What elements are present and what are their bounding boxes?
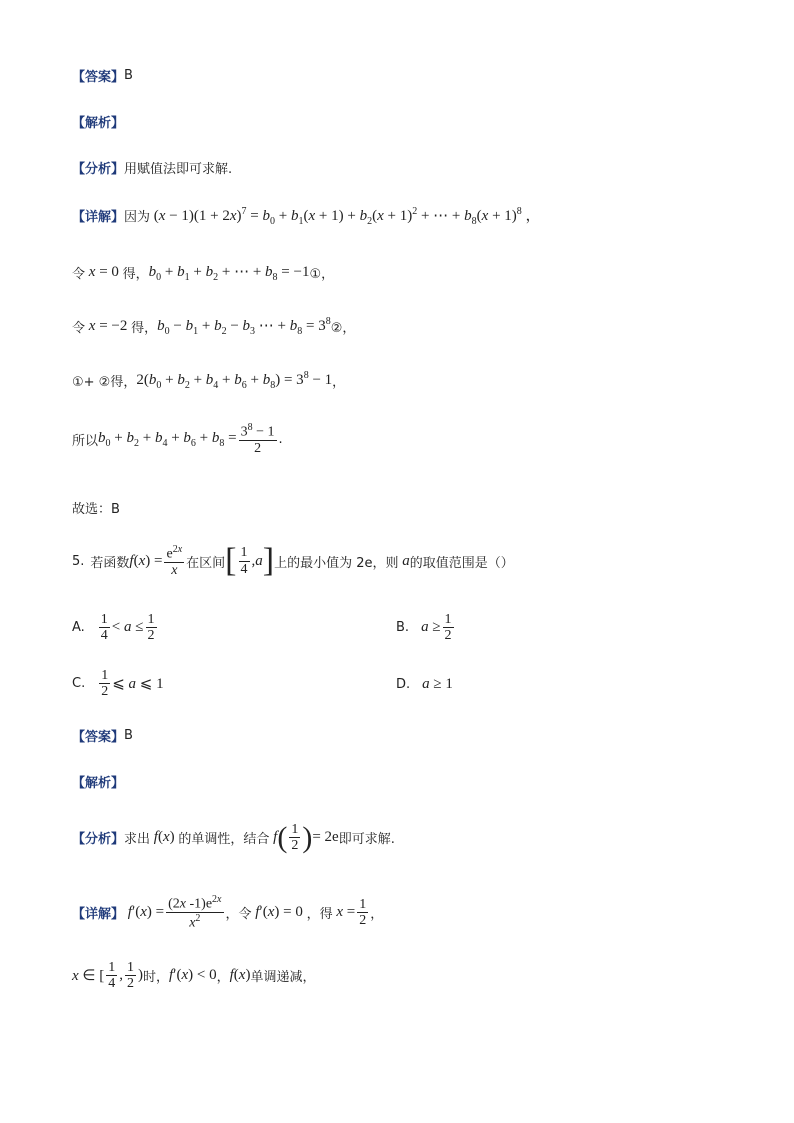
step-1-formula: $b_0 + b_1 + b_2$ + ⋯ + $b_8 = -1$ <box>148 264 310 283</box>
conclusion-suffix: . <box>278 431 283 447</box>
step-1 <box>72 262 334 283</box>
analysis-heading-2 <box>72 772 124 791</box>
detail-line-1 <box>72 204 541 227</box>
question-text-b: 在区间 <box>186 555 226 571</box>
answer-tag-2: 【答案】 <box>72 730 125 745</box>
detail-prefix: 因为 <box>124 210 151 225</box>
fenxi-paren-right: ) <box>302 820 313 854</box>
option-d-ineq: a ≥ 1 <box>422 676 453 692</box>
option-c-ineq: ⩽ a ⩽ 1 <box>112 676 164 693</box>
step-2 <box>72 316 355 337</box>
root-x: x = <box>336 904 356 921</box>
range-frac-right: $\frac{1}{2}$ <box>126 960 134 992</box>
option-b[interactable] <box>396 612 456 644</box>
step-3-formula: $2(b_0 + b_2 + b_4 + b_6 + b_8) = 3^8 - 1$ <box>136 370 333 391</box>
option-c-label: C. <box>72 676 86 692</box>
range-fx: f(x) <box>229 967 251 984</box>
detail-tag: 【详解】 <box>72 210 125 225</box>
function-def: f(x) = <box>129 552 163 569</box>
step-2-formula: $b_0 - b_1 + b_2 - b_3$ ⋯ + $b_8 = 3^8$ <box>157 316 331 337</box>
fenxi-line-1 <box>72 158 232 177</box>
range-suffix: 时， <box>142 970 169 986</box>
fenxi-text: 用赋值法即可求解. <box>124 162 233 177</box>
fenxi-b: 的单调性，结合 <box>178 832 270 848</box>
option-c[interactable] <box>72 668 164 700</box>
question-5 <box>72 544 514 578</box>
derivative-lhs: f′(x) = <box>127 904 165 921</box>
answer-tag: 【答案】 <box>72 70 125 85</box>
interval-bracket-right: ] <box>262 542 275 580</box>
choice-text: 故选：B <box>72 502 120 517</box>
range-frac-left: $\frac{1}{4}$ <box>108 960 116 992</box>
interval-fraction: $\frac{1}{4}$ <box>240 545 248 577</box>
conclusion-prefix: 所以 <box>72 433 99 449</box>
root-frac: $\frac{1}{2}$ <box>359 896 367 929</box>
conclusion-fraction: $\frac{3^8 - 1}{2}$ <box>240 422 275 457</box>
question-text-a: 若函数 <box>90 555 130 571</box>
fenxi-frac: $\frac{1}{2}$ <box>291 822 299 854</box>
step-1-var: x = 0 <box>88 264 123 280</box>
derivative-frac: $\frac{(2x -1)e^{2x}}{x^2}$ <box>168 894 222 931</box>
option-a[interactable] <box>72 612 159 644</box>
interval-bracket-left: [ <box>225 542 237 580</box>
range-line <box>72 960 315 992</box>
choice-line-1 <box>72 498 120 517</box>
step-1-suffix: ①， <box>309 267 335 282</box>
fenxi-eq: = 2e <box>312 829 339 846</box>
question-text-d: 的取值范围是（） <box>409 555 514 571</box>
fenxi-a: 求出 <box>124 832 151 848</box>
analysis-heading-1 <box>72 112 124 131</box>
option-b-ineq: a ≥ <box>421 619 441 636</box>
range-deriv: f′(x) < 0 <box>169 967 217 984</box>
analysis-tag-2: 【解析】 <box>72 776 125 791</box>
range-comma: , <box>119 967 123 984</box>
answer-line-1 <box>72 66 133 85</box>
option-d[interactable] <box>396 676 453 693</box>
fenxi-c: 即可求解. <box>338 832 395 848</box>
option-c-frac: $\frac{1}{2}$ <box>101 668 109 700</box>
option-b-label: B. <box>396 620 410 636</box>
range-close: ) <box>137 967 143 984</box>
answer-value-2: B <box>124 728 133 743</box>
step-3 <box>72 370 345 391</box>
option-a-frac-right: $\frac{1}{2}$ <box>147 612 155 644</box>
fenxi-line-2 <box>72 822 395 854</box>
step-2-mid: 得， <box>131 321 158 336</box>
question-text-c: 上的最小值为 2e，则 <box>274 555 399 571</box>
function-fraction: $\frac{e^{2x}}{x}$ <box>166 544 183 579</box>
derivative-zero: f′(x) = 0 <box>255 904 307 921</box>
step-2-var: x = −2 <box>88 318 132 334</box>
fenxi-tag-2: 【分析】 <box>72 832 125 848</box>
step-2-prefix: 令 <box>72 321 86 336</box>
fenxi-paren-left: ( <box>277 820 288 854</box>
option-d-label: D. <box>396 677 411 692</box>
conclusion <box>72 422 283 456</box>
detail-line-2 <box>72 894 383 931</box>
detail-tag-2: 【详解】 <box>72 907 125 923</box>
fenxi-tag: 【分析】 <box>72 162 125 177</box>
detail-b: ，得 <box>306 907 333 923</box>
answer-line-2 <box>72 726 133 745</box>
option-a-label: A. <box>72 620 85 636</box>
step-2-suffix: ②， <box>330 321 356 336</box>
var-a: a <box>398 552 410 569</box>
detail-c: ， <box>370 907 384 923</box>
step-3-suffix: ， <box>332 375 346 390</box>
conclusion-formula: $b_0 + b_2 + b_4 + b_6 + b_8$ = <box>98 429 237 449</box>
option-a-frac-left: $\frac{1}{4}$ <box>100 612 108 644</box>
range-mid: ， <box>216 970 230 986</box>
detail-a: ，令 <box>225 907 252 923</box>
answer-value: B <box>124 68 133 83</box>
step-1-mid: 得， <box>122 267 149 282</box>
range-end: 单调递减， <box>250 970 316 986</box>
fenxi-fx: f(x) <box>153 829 179 846</box>
question-number: 5. <box>72 553 85 569</box>
option-b-frac: $\frac{1}{2}$ <box>444 612 452 644</box>
step-1-prefix: 令 <box>72 267 86 282</box>
range-x: x ∈ [ <box>72 968 105 985</box>
analysis-tag: 【解析】 <box>72 116 125 131</box>
step-3-prefix: ①+ ②得， <box>72 375 137 390</box>
expansion-formula: $(x - 1)(1 + 2x)^7 = b_0 + b_1(x + 1) + b_2(x + 1)^2$ + ⋯ + $b_8(x + 1)^8$ ， <box>150 206 541 227</box>
option-a-ineq: < a ≤ <box>111 619 144 636</box>
interval-a: ,a <box>251 552 263 569</box>
fenxi-f: f <box>273 829 278 846</box>
